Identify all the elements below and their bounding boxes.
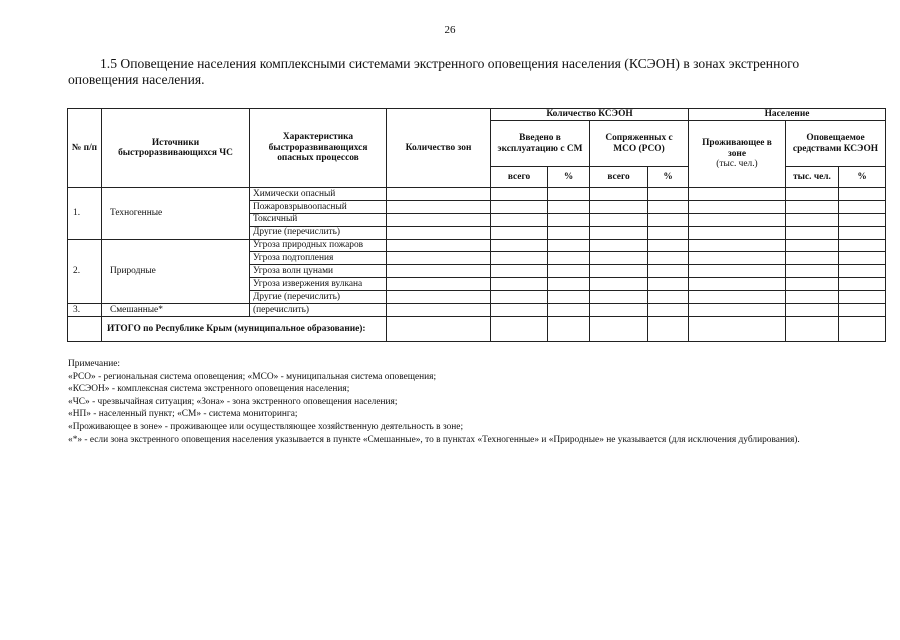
empty-cell [839,265,886,278]
empty-cell [590,200,648,213]
header-living [689,121,786,188]
table-row [68,188,886,201]
row-num: 2. [68,239,102,303]
header-num: № п/п [68,109,102,188]
empty-cell [548,265,590,278]
row-num: 1. [68,188,102,240]
header-notified-thousand: тыс. чел. [786,167,839,188]
note-line: «Проживающее в зоне» - проживающее или осуществляющее хозяйственную деятельность в зоне; [68,421,464,432]
row-characteristic: Другие (перечислить) [250,291,387,304]
section-heading: 1.5 Оповещение населения комплексными системами экстренного оповещения населения (КСЭОН) в зонах экстренного оповещения населения. [68,56,800,87]
empty-cell [590,278,648,291]
empty-cell [387,252,491,265]
total-row [68,316,886,341]
empty-cell [387,213,491,226]
header-sources: Источники быстроразвивающихся ЧС [102,109,250,188]
empty-cell [491,304,548,317]
empty-cell [648,188,689,201]
row-source: Природные [102,239,250,303]
empty-cell [491,200,548,213]
empty-cell [648,291,689,304]
empty-cell [590,304,648,317]
total-label: ИТОГО по Республике Крым (муниципальное образование): [102,316,387,341]
header-notified: Оповещаемое средствами КСЭОН [786,121,886,167]
empty-cell [839,291,886,304]
empty-cell [491,252,548,265]
row-characteristic: Другие (перечислить) [250,226,387,239]
empty-cell [839,213,886,226]
empty-cell [548,226,590,239]
empty-cell [590,188,648,201]
empty-cell [68,316,102,341]
empty-cell [590,265,648,278]
empty-cell [387,239,491,252]
table-row [68,304,886,317]
header-zones: Количество зон [387,109,491,188]
empty-cell [590,239,648,252]
empty-cell [548,252,590,265]
empty-cell [689,316,786,341]
note-line: «КСЭОН» - комплексная система экстренного оповещения населения; [68,384,350,395]
empty-cell [548,316,590,341]
header-living-unit: (тыс. чел.) [716,159,758,170]
empty-cell [590,252,648,265]
header-characteristics: Характеристика быстроразвивающихся опасных процессов [250,109,387,188]
empty-cell [648,265,689,278]
header-introduced-total: всего [491,167,548,188]
empty-cell [689,304,786,317]
empty-cell [590,291,648,304]
empty-cell [839,316,886,341]
empty-cell [387,291,491,304]
header-paired-total: всего [590,167,648,188]
table-row [68,239,886,252]
empty-cell [689,278,786,291]
note-line: «РСО» - региональная система оповещения; «МСО» - муниципальная система оповещения; [68,371,437,382]
empty-cell [689,200,786,213]
empty-cell [491,188,548,201]
empty-cell [548,239,590,252]
header-introduced: Введено в эксплуатацию с СМ [491,121,590,167]
empty-cell [689,213,786,226]
empty-cell [491,265,548,278]
row-characteristic: Угроза волн цунами [250,265,387,278]
row-characteristic: Угроза природных пожаров [250,239,387,252]
empty-cell [648,316,689,341]
row-num: 3. [68,304,102,317]
row-characteristic: Угроза извержения вулкана [250,278,387,291]
empty-cell [648,304,689,317]
empty-cell [491,291,548,304]
empty-cell [491,226,548,239]
empty-cell [786,316,839,341]
empty-cell [491,278,548,291]
header-paired: Сопряженных с МСО (РСО) [590,121,689,167]
empty-cell [689,291,786,304]
empty-cell [548,278,590,291]
empty-cell [786,226,839,239]
empty-cell [548,200,590,213]
row-characteristic: Токсичный [250,213,387,226]
empty-cell [839,278,886,291]
empty-cell [387,226,491,239]
page-number: 26 [444,24,456,36]
row-characteristic: Угроза подтопления [250,252,387,265]
empty-cell [648,278,689,291]
empty-cell [786,304,839,317]
empty-cell [548,188,590,201]
header-kseon: Количество КСЭОН [491,109,689,121]
row-source: Техногенные [102,188,250,240]
empty-cell [648,213,689,226]
row-source: Смешанные* [102,304,250,317]
empty-cell [786,252,839,265]
empty-cell [786,200,839,213]
empty-cell [786,213,839,226]
row-characteristic: Химически опасный [250,188,387,201]
empty-cell [548,291,590,304]
note-line: Примечание: [68,359,121,369]
empty-cell [839,252,886,265]
empty-cell [387,304,491,317]
empty-cell [491,316,548,341]
empty-cell [387,265,491,278]
note-line: «*» - если зона экстренного оповещения населения указывается в пункте «Смешанные», то в пунктах «Техногенные» и «Природные» не указывается (для исключения дублирования). [68,434,800,445]
empty-cell [786,291,839,304]
empty-cell [648,239,689,252]
empty-cell [590,316,648,341]
empty-cell [548,213,590,226]
note-line: «ЧС» - чрезвычайная ситуация; «Зона» - зона экстренного оповещения населения; [68,396,398,407]
note-line: «НП» - населенный пункт; «СМ» - система мониторинга; [68,409,298,420]
empty-cell [387,200,491,213]
empty-cell [387,278,491,291]
empty-cell [689,239,786,252]
empty-cell [648,200,689,213]
empty-cell [590,213,648,226]
empty-cell [786,239,839,252]
header-notified-percent: % [839,167,886,188]
kseon-table [67,108,886,342]
row-characteristic: Пожаровзрывоопасный [250,200,387,213]
notes-block [68,358,808,446]
empty-cell [839,304,886,317]
empty-cell [491,213,548,226]
header-introduced-percent: % [548,167,590,188]
empty-cell [387,188,491,201]
empty-cell [689,252,786,265]
empty-cell [839,239,886,252]
empty-cell [786,188,839,201]
header-population: Население [689,109,886,121]
header-living-label: Проживающее в зоне [702,138,772,159]
empty-cell [786,265,839,278]
empty-cell [839,200,886,213]
empty-cell [786,278,839,291]
empty-cell [648,252,689,265]
row-characteristic: (перечислить) [250,304,387,317]
empty-cell [491,239,548,252]
empty-cell [689,226,786,239]
empty-cell [839,226,886,239]
empty-cell [689,265,786,278]
empty-cell [839,188,886,201]
empty-cell [689,188,786,201]
header-paired-percent: % [648,167,689,188]
empty-cell [387,316,491,341]
empty-cell [590,226,648,239]
empty-cell [548,304,590,317]
empty-cell [648,226,689,239]
